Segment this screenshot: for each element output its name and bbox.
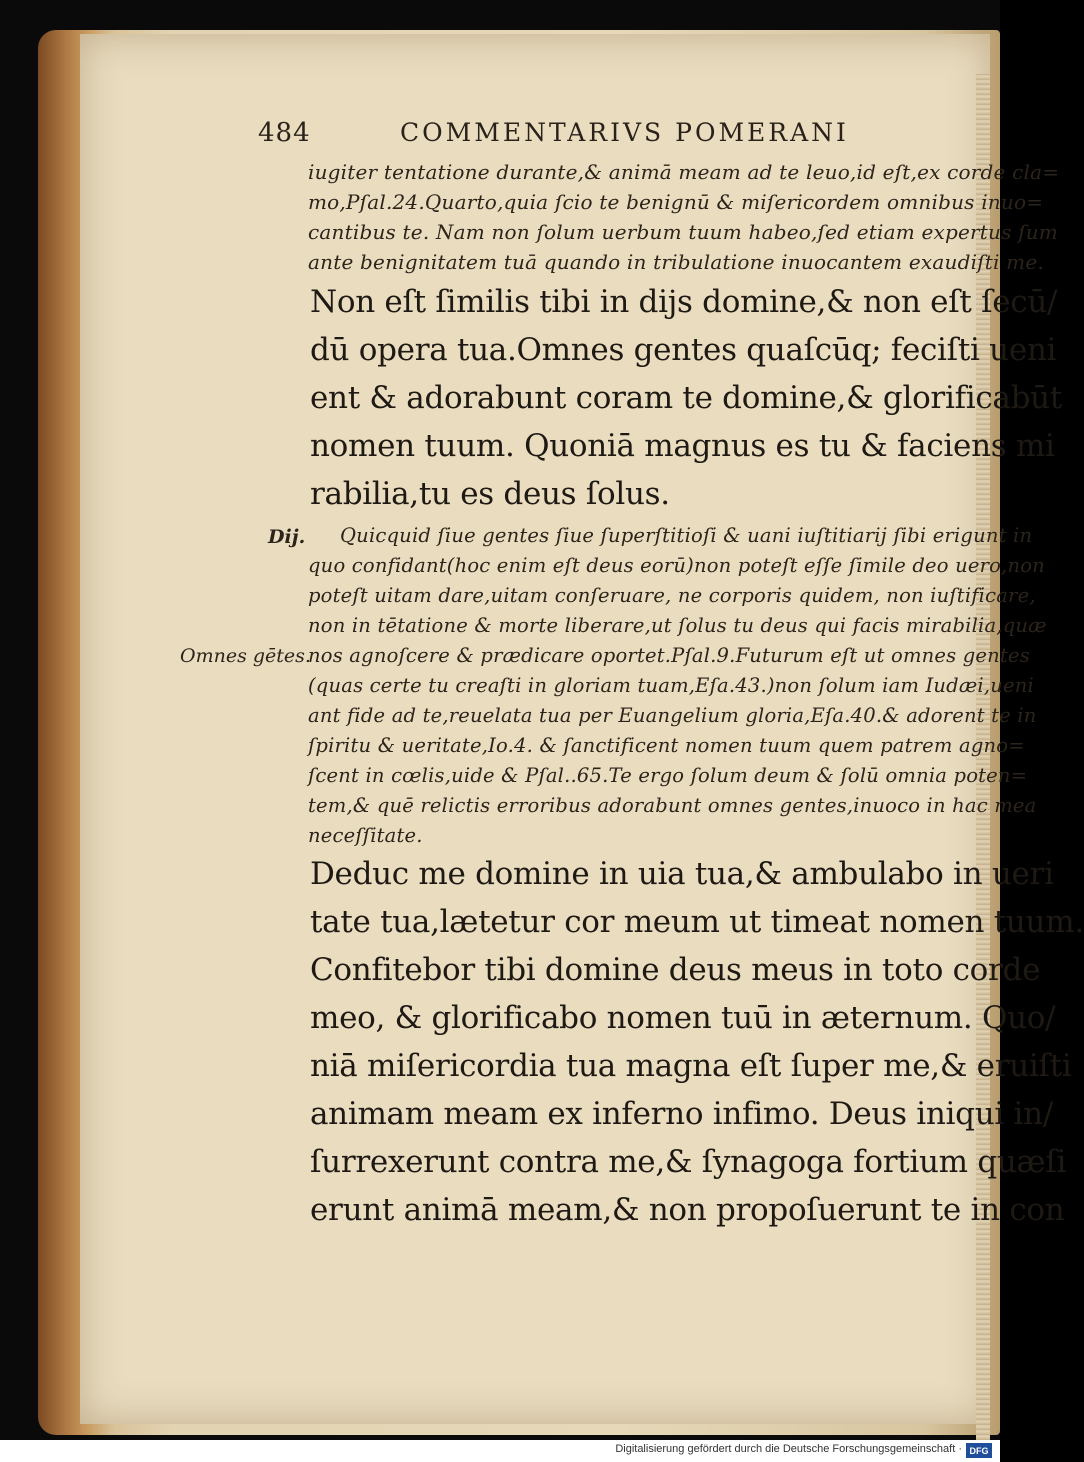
commentary-line: Quicquid ſiue gentes ſiue ſuperſtitioſi & uani iuſtitiarij ſibi erigunt in bbox=[340, 524, 1033, 547]
psalm-line: Deduc me domine in uia tua,& ambulabo in ueri bbox=[310, 856, 1054, 892]
margin-note-dij: Dij. bbox=[268, 526, 306, 548]
psalm-line: Non eſt ſimilis tibi in dijs domine,& non eſt ſecū/ bbox=[310, 284, 1058, 320]
commentary-line: non in tētatione & morte liberare,ut ſolus tu deus qui facis mirabilia,quæ bbox=[308, 614, 1047, 637]
psalm-line: niā miſericordia tua magna eſt ſuper me,& eruiſti bbox=[310, 1048, 1072, 1084]
commentary-line: quo confidant(hoc enim eſt deus eorū)non poteſt eſſe ſimile deo uero,non bbox=[308, 554, 1045, 577]
commentary-line: ante benignitatem tuā quando in tribulatione inuocantem exaudiſti me. bbox=[308, 250, 1044, 274]
commentary-line: iugiter tentatione durante,& animā meam ad te leuo,id eſt,ex corde cla= bbox=[308, 160, 1060, 184]
psalm-line: meo, & glorificabo nomen tuū in æternum. Quo/ bbox=[310, 1000, 1056, 1036]
commentary-line: mo,Pſal.24.Quarto,quia ſcio te benignū & miſericordem omnibus inuo= bbox=[308, 190, 1044, 214]
commentary-line: tem,& quē relictis erroribus adorabunt omnes gentes,inuoco in hac mea bbox=[308, 794, 1037, 817]
commentary-line: ant fide ad te,reuelata tua per Euangelium gloria,Eſa.40.& adorent te in bbox=[308, 704, 1037, 727]
commentary-line: poteſt uitam dare,uitam conſeruare, ne corporis quidem, non iuſtificare, bbox=[308, 584, 1036, 607]
running-head: COMMENTARIVS POMERANI bbox=[400, 118, 849, 147]
commentary-line: ſpiritu & ueritate,Io.4. & ſanctificent nomen tuum quem patrem agno= bbox=[308, 734, 1025, 757]
psalm-line: rabilia,tu es deus ſolus. bbox=[310, 476, 670, 512]
commentary-line: cantibus te. Nam non ſolum uerbum tuum habeo,ſed etiam expertus ſum bbox=[308, 220, 1058, 244]
commentary-line: neceſſitate. bbox=[308, 824, 423, 847]
margin-note-omnes-gentes: Omnes gētes. bbox=[180, 645, 311, 667]
psalm-line: ent & adorabunt coram te domine,& glorificabūt bbox=[310, 380, 1062, 416]
funding-credit: Digitalisierung gefördert durch die Deutsche Forschungsgemeinschaft · bbox=[615, 1443, 962, 1455]
psalm-line: erunt animā meam,& non propoſuerunt te in con bbox=[310, 1192, 1065, 1228]
dfg-logo-icon: DFG bbox=[966, 1443, 992, 1458]
psalm-line: ſurrexerunt contra me,& ſynagoga fortium quæſi bbox=[310, 1144, 1067, 1180]
psalm-line: dū opera tua.Omnes gentes quaſcūq; feciſti ueni bbox=[310, 332, 1057, 368]
commentary-line: nos agnoſcere & prædicare oportet.Pſal.9.Futurum eſt ut omnes gentes bbox=[308, 644, 1030, 667]
commentary-line: (quas certe tu creaſti in gloriam tuam,Eſa.43.)non ſolum iam Iudæi,ueni bbox=[308, 674, 1034, 697]
psalm-line: tate tua,lætetur cor meum ut timeat nomen tuum. bbox=[310, 904, 1084, 940]
psalm-line: Confitebor tibi domine deus meus in toto corde bbox=[310, 952, 1041, 988]
page-header bbox=[258, 118, 958, 154]
page-number: 484 bbox=[258, 118, 311, 148]
psalm-line: nomen tuum. Quoniā magnus es tu & faciens mi bbox=[310, 428, 1055, 464]
commentary-line: ſcent in cœlis,uide & Pſal..65.Te ergo ſolum deum & ſolū omnia poten= bbox=[308, 764, 1028, 787]
footer-bar bbox=[0, 1440, 1000, 1462]
psalm-line: animam meam ex inferno infimo. Deus iniqui in/ bbox=[310, 1096, 1053, 1132]
